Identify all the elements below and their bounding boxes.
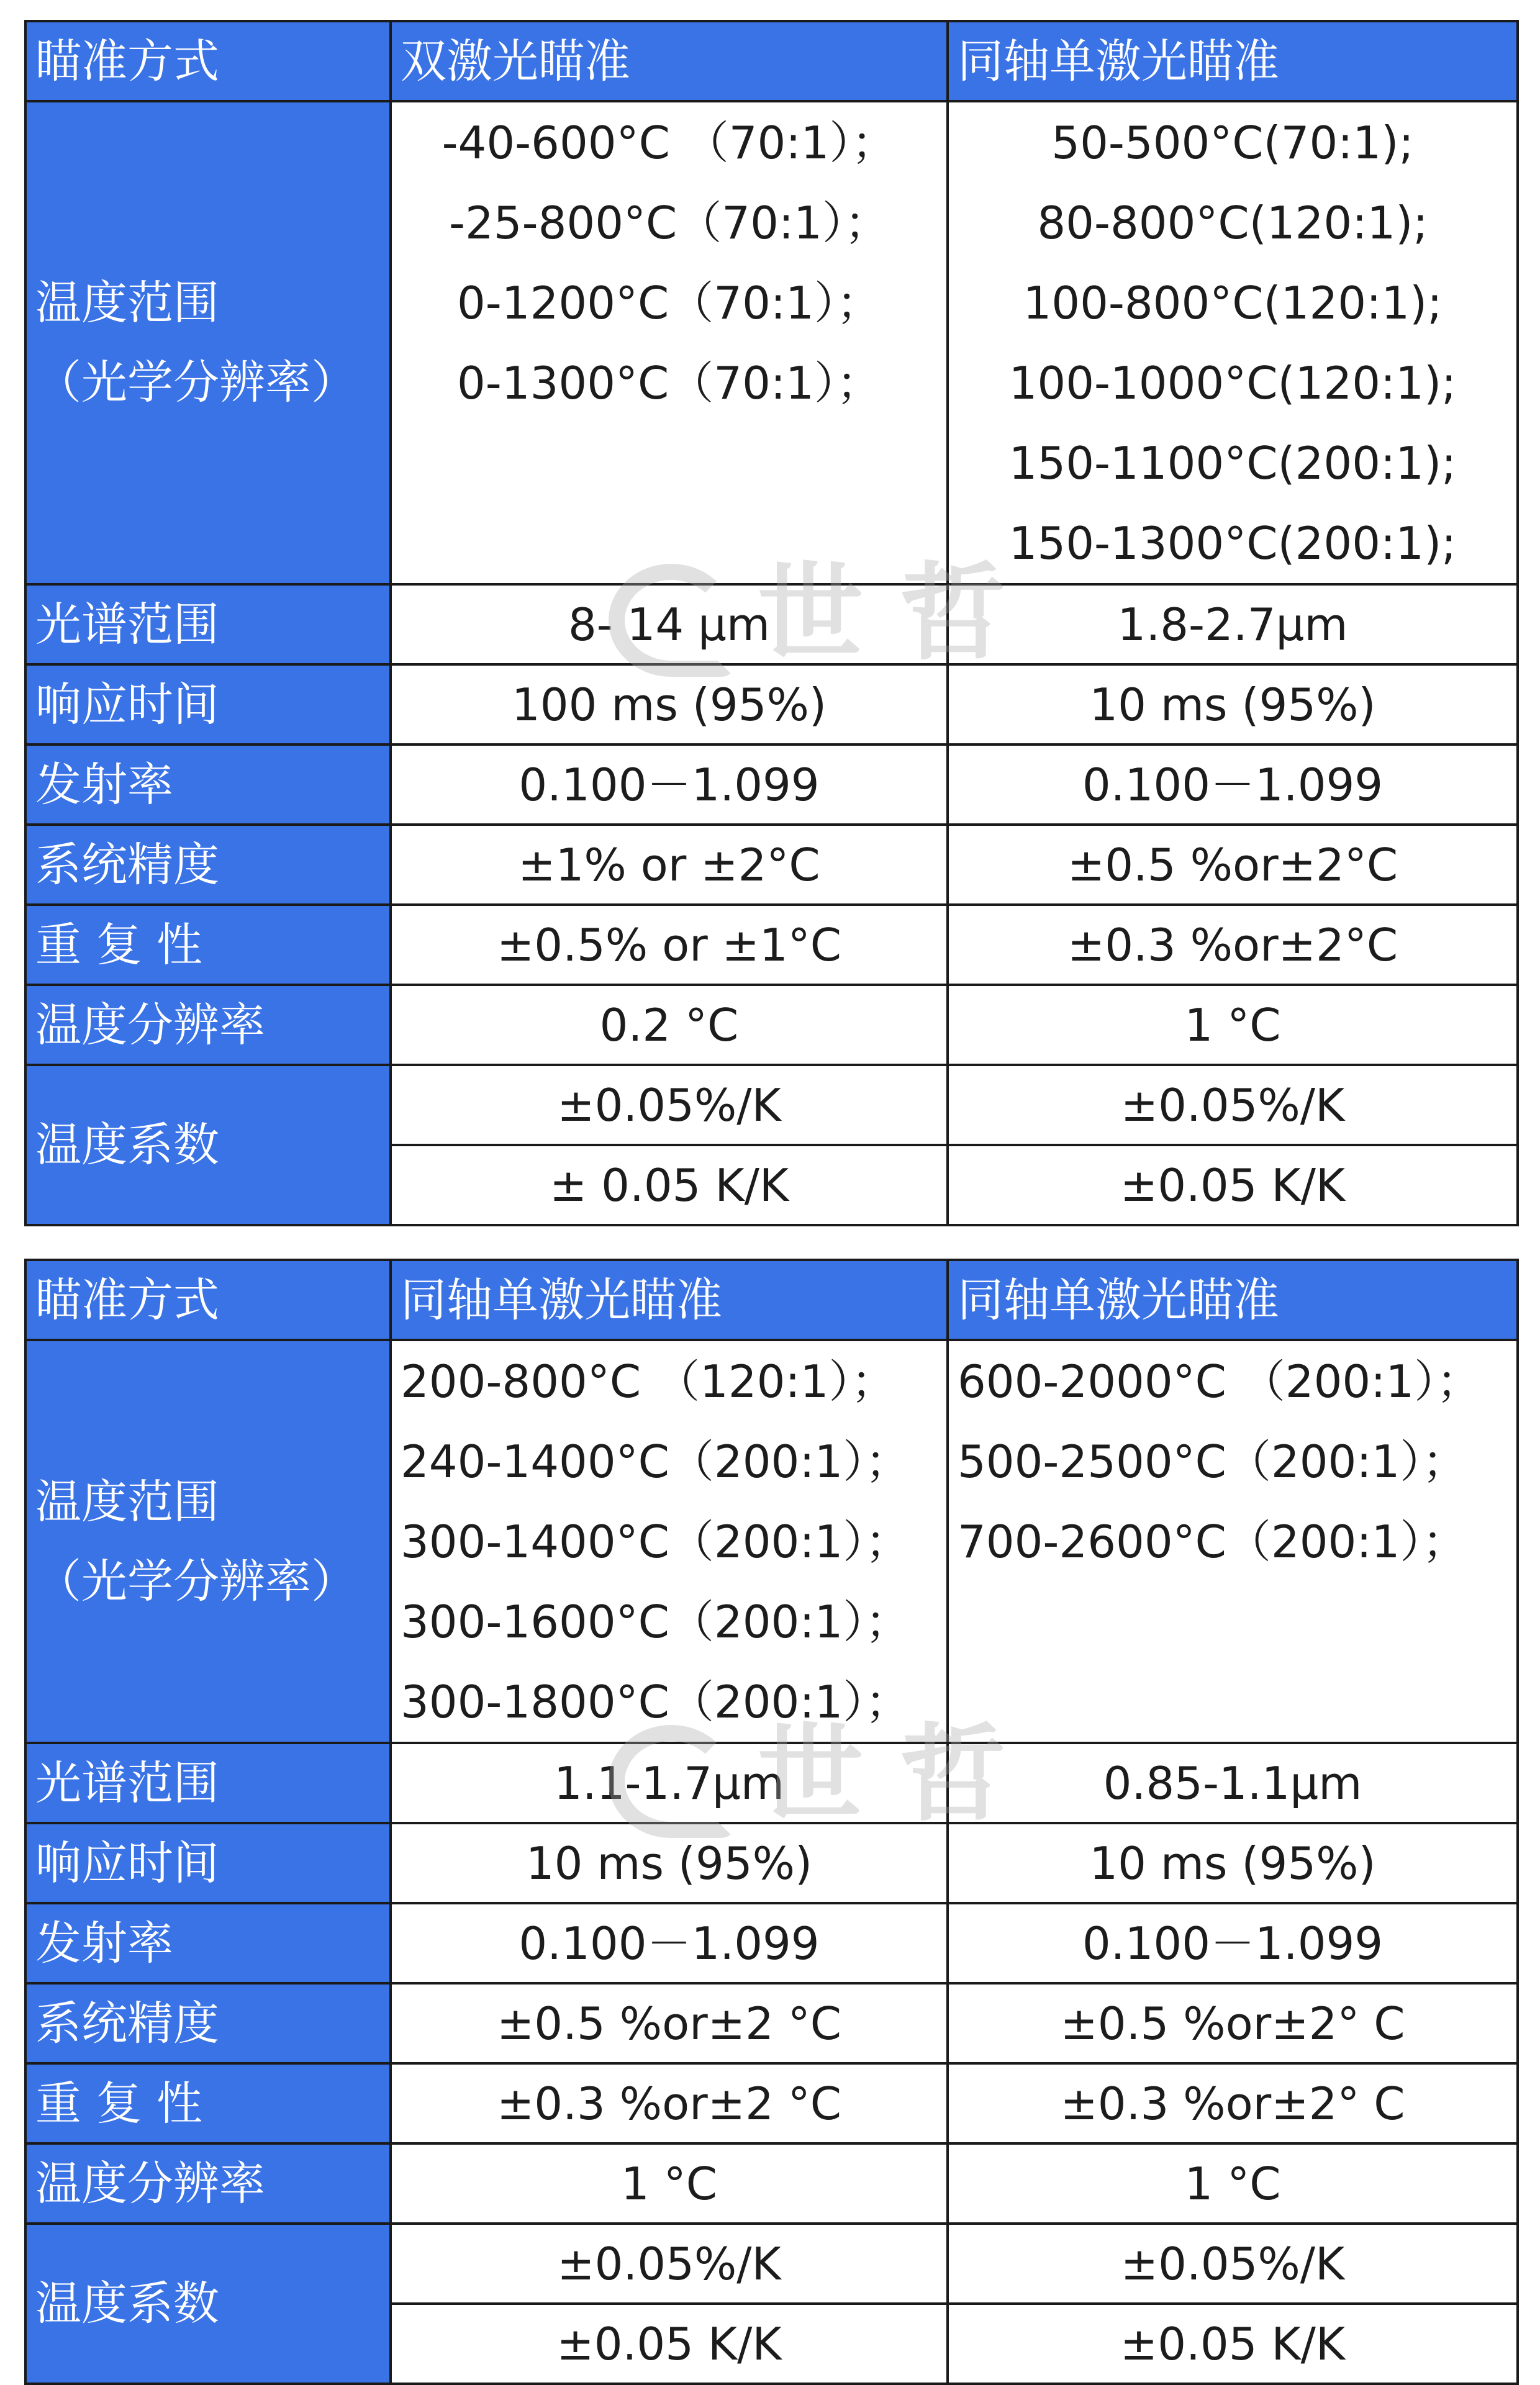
range-cell <box>948 101 1518 584</box>
row-label: 发射率 <box>25 1903 391 1983</box>
range-line: 50-500°C(70:1); <box>1051 116 1414 169</box>
value-cell: 10 ms (95%) <box>948 664 1518 744</box>
range-line: 200-800°C （120:1）； <box>401 1355 896 1408</box>
value-cell: 1 °C <box>948 985 1518 1065</box>
row-label-line: 温度范围 <box>35 276 219 330</box>
range-cell <box>948 1340 1518 1743</box>
range-line: 100-800°C(120:1); <box>1023 276 1443 329</box>
header-cell: 同轴单激光瞄准 <box>948 21 1518 101</box>
row-label-line: 温度范围 <box>35 1475 219 1529</box>
value-cell: ±0.3 %or±2° C <box>948 2063 1518 2143</box>
row-label: 光谱范围 <box>25 584 391 664</box>
value-cell: ±0.5 %or±2° C <box>948 1983 1518 2063</box>
header-cell: 双激光瞄准 <box>391 21 948 101</box>
watermark-text: 世 哲 <box>758 552 1006 675</box>
value-cell: ±0.05 K/K <box>391 2304 948 2384</box>
value-cell: ± 0.05 K/K <box>391 1145 948 1225</box>
table-row <box>25 825 1518 905</box>
table-row <box>25 1983 1518 2063</box>
value-cell: 0.100－1.099 <box>391 1903 948 1983</box>
table-row <box>25 1823 1518 1903</box>
range-line: -25-800°C（70:1）； <box>449 196 889 249</box>
table-row <box>25 744 1518 825</box>
row-label: 发射率 <box>25 744 391 825</box>
row-label-line: （光学分辨率） <box>35 1554 357 1608</box>
header-row <box>25 21 1518 101</box>
header-cell: 瞄准方式 <box>25 21 391 101</box>
value-cell: 0.100－1.099 <box>391 744 948 825</box>
watermark-text: 世 哲 <box>758 1713 1006 1836</box>
value-cell: ±0.05 K/K <box>948 1145 1518 1225</box>
table-row <box>25 584 1518 664</box>
value-cell: ±0.05%/K <box>391 2224 948 2304</box>
range-line: 0-1200°C（70:1）； <box>457 276 881 329</box>
header-cell: 瞄准方式 <box>25 1260 391 1340</box>
range-line: 700-2600°C（200:1）； <box>958 1515 1467 1568</box>
value-cell: ±0.5% or ±1°C <box>391 905 948 985</box>
value-cell: 1.1-1.7μm <box>391 1743 948 1823</box>
row-label: 温度系数 <box>25 1065 391 1225</box>
range-line: 600-2000°C （200:1）； <box>958 1355 1482 1408</box>
range-line: 300-1400°C（200:1）； <box>401 1515 910 1568</box>
row-label: 温度系数 <box>25 2224 391 2384</box>
range-line: 240-1400°C（200:1）； <box>401 1435 910 1488</box>
table-row <box>25 2063 1518 2143</box>
value-cell: 0.100－1.099 <box>948 744 1518 825</box>
value-cell: ±0.5 %or±2°C <box>948 825 1518 905</box>
range-line: -40-600°C （70:1）； <box>442 116 897 169</box>
value-cell: ±0.3 %or±2 °C <box>391 2063 948 2143</box>
row-label: 光谱范围 <box>25 1743 391 1823</box>
table-row <box>25 1743 1518 1823</box>
value-cell: 1 °C <box>391 2143 948 2224</box>
range-line: 300-1600°C（200:1）； <box>401 1595 910 1648</box>
range-line: 300-1800°C（200:1）； <box>401 1675 910 1728</box>
table-row <box>25 905 1518 985</box>
value-cell: 1 °C <box>948 2143 1518 2224</box>
spec-table-2 <box>24 1259 1519 2385</box>
row-label: 温度分辨率 <box>25 985 391 1065</box>
value-cell: ±1% or ±2°C <box>391 825 948 905</box>
row-label <box>25 101 391 584</box>
spec-table-1 <box>24 20 1519 1226</box>
value-cell: 10 ms (95%) <box>391 1823 948 1903</box>
row-label: 温度分辨率 <box>25 2143 391 2224</box>
range-line: 100-1000°C(120:1); <box>1008 356 1457 409</box>
header-row <box>25 1260 1518 1340</box>
row-label: 系统精度 <box>25 1983 391 2063</box>
value-cell: ±0.5 %or±2 °C <box>391 1983 948 2063</box>
value-cell: ±0.05%/K <box>391 1065 948 1145</box>
range-line: 150-1100°C(200:1); <box>1008 437 1457 489</box>
temp-range-row <box>25 101 1518 584</box>
value-cell: ±0.05 K/K <box>948 2304 1518 2384</box>
table-row <box>25 1903 1518 1983</box>
row-label <box>25 1340 391 1743</box>
table-row <box>25 664 1518 744</box>
range-line: 150-1300°C(200:1); <box>1008 517 1457 569</box>
value-cell: ±0.3 %or±2°C <box>948 905 1518 985</box>
range-line: 80-800°C(120:1); <box>1037 196 1428 249</box>
value-cell: 0.100－1.099 <box>948 1903 1518 1983</box>
value-cell: ±0.05%/K <box>948 2224 1518 2304</box>
value-cell: 0.85-1.1μm <box>948 1743 1518 1823</box>
row-label: 系统精度 <box>25 825 391 905</box>
value-cell: 0.2 °C <box>391 985 948 1065</box>
value-cell: ±0.05%/K <box>948 1065 1518 1145</box>
value-cell: 8- 14 μm <box>391 584 948 664</box>
value-cell: 10 ms (95%) <box>948 1823 1518 1903</box>
range-line: 0-1300°C（70:1）； <box>457 356 881 409</box>
range-cell <box>391 1340 948 1743</box>
value-cell: 100 ms (95%) <box>391 664 948 744</box>
table-row <box>25 2143 1518 2224</box>
range-line: 500-2500°C（200:1）； <box>958 1435 1467 1488</box>
value-cell: 1.8-2.7μm <box>948 584 1518 664</box>
range-cell <box>391 101 948 584</box>
row-label: 响应时间 <box>25 1823 391 1903</box>
coef-row <box>25 1065 1518 1145</box>
row-label: 重 复 性 <box>25 905 391 985</box>
temp-range-row <box>25 1340 1518 1743</box>
coef-row <box>25 2224 1518 2304</box>
row-label-line: （光学分辨率） <box>35 356 357 409</box>
header-cell: 同轴单激光瞄准 <box>391 1260 948 1340</box>
row-label: 响应时间 <box>25 664 391 744</box>
header-cell: 同轴单激光瞄准 <box>948 1260 1518 1340</box>
row-label: 重 复 性 <box>25 2063 391 2143</box>
table-row <box>25 985 1518 1065</box>
